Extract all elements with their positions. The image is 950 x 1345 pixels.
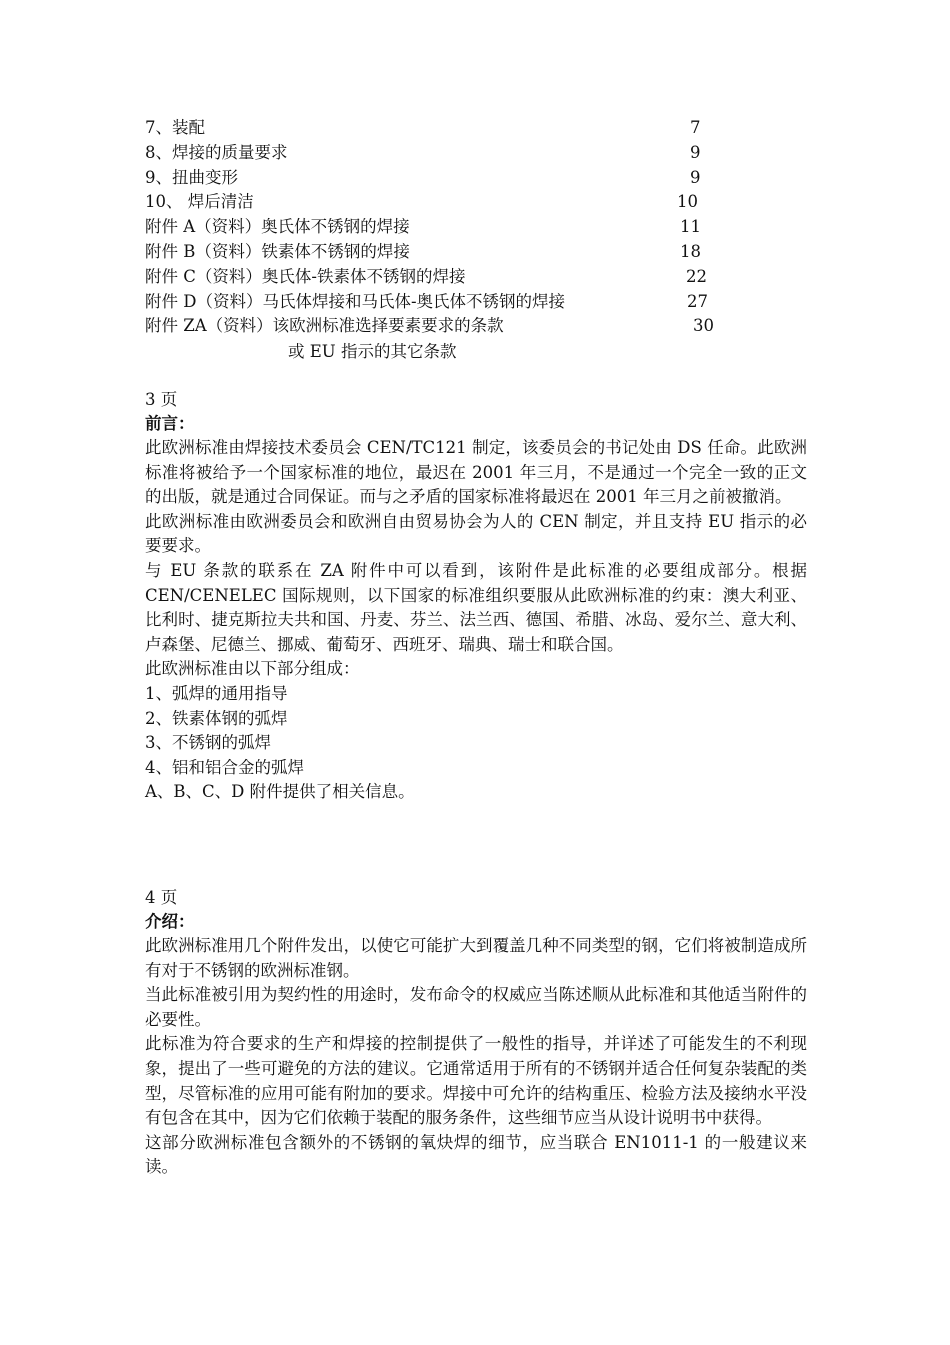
- toc-page-number: 22: [686, 266, 707, 286]
- toc-page-number: 7: [690, 118, 701, 137]
- toc-entry-label: 7、装配: [145, 118, 205, 137]
- foreword-heading: 前言：: [145, 414, 195, 433]
- introduction-paragraph: 此标准为符合要求的生产和焊接的控制提供了一般性的指导，并详述了可能发生的不利现象，提出了一些可避免的方法的建议。它通常适用于所有的不锈钢并适合任何复杂装配的类型，尽管标准的应用可能有附加的要求。焊接中可允许的结构重压、检验方法及接纳水平没有包含在其中，因为它们依赖于装配的服务条件，这些细节应当从设计说明书中获得。: [145, 1034, 807, 1128]
- toc-row: [145, 290, 745, 315]
- parts-intro: 此欧洲标准由以下部分组成：: [145, 659, 360, 679]
- page-label: 4 页: [145, 888, 178, 907]
- toc-row: [145, 314, 745, 339]
- introduction-paragraph: 此欧洲标准用几个附件发出，以使它可能扩大到覆盖几种不同类型的钢，它们将被制造成所有对于不锈钢的欧洲标准钢。: [145, 936, 807, 980]
- toc-row: [145, 166, 745, 191]
- table-of-contents: [145, 116, 745, 364]
- toc-page-number: 18: [680, 241, 701, 261]
- page-label: 3 页: [145, 390, 178, 409]
- introduction-section: [145, 886, 807, 1180]
- toc-page-number: 11: [680, 217, 701, 237]
- toc-entry-label: 附件 ZA（资料）该欧洲标准选择要素要求的条款: [145, 316, 504, 336]
- annex-note: A、B、C、D 附件提供了相关信息。: [145, 782, 415, 802]
- introduction-heading: 介绍：: [145, 912, 195, 931]
- toc-row: [145, 240, 745, 265]
- toc-entry-label: 9、扭曲变形: [145, 167, 238, 187]
- toc-entry-label: 8、焊接的质量要求: [145, 142, 288, 162]
- toc-entry-label: 附件 B（资料）铁素体不锈钢的焊接: [145, 241, 410, 261]
- parts-list-item: 3、不锈钢的弧焊: [145, 733, 271, 753]
- foreword-section: [145, 388, 807, 805]
- toc-page-number: 9: [690, 167, 701, 187]
- introduction-paragraph: 当此标准被引用为契约性的用途时，发布命令的权威应当陈述顺从此标准和其他适当附件的必要性。: [145, 985, 807, 1029]
- toc-entry-continuation: 或 EU 指示的其它条款: [288, 342, 457, 362]
- toc-entry-label: 附件 D（资料）马氏体焊接和马氏体-奥氏体不锈钢的焊接: [145, 291, 566, 311]
- toc-row: [145, 116, 745, 141]
- toc-page-number: 9: [690, 142, 701, 162]
- parts-list-item: 2、铁素体钢的弧焊: [145, 708, 288, 728]
- toc-page-number: 27: [687, 291, 708, 311]
- toc-row: [145, 141, 745, 166]
- toc-row: [145, 265, 745, 290]
- toc-row: [145, 190, 745, 215]
- parts-list-item: 1、弧焊的通用指导: [145, 683, 288, 703]
- foreword-paragraph: 此欧洲标准由欧洲委员会和欧洲自由贸易协会为人的 CEN 制定，并且支持 EU 指示的必要要求。: [145, 511, 807, 556]
- toc-entry-label: 10、 焊后清洁: [145, 192, 254, 212]
- toc-page-number: 30: [693, 316, 714, 336]
- toc-page-number: 10: [677, 192, 698, 212]
- toc-entry-label: 附件 A（资料）奥氏体不锈钢的焊接: [145, 217, 410, 237]
- foreword-paragraph: 此欧洲标准由焊接技术委员会 CEN/TC121 制定，该委员会的书记处由 DS 任命。此欧洲标准将被给予一个国家标准的地位，最迟在 2001 年三月，不是通过一个完全一致的正文的出版，就是通过合同保证。而与之矛盾的国家标准将最迟在 2001 年三月之前被撤消。: [145, 438, 807, 507]
- foreword-paragraph: 与 EU 条款的联系在 ZA 附件中可以看到，该附件是此标准的必要组成部分。根据 CEN/CENELEC 国际规则，以下国家的标准组织要服从此欧洲标准的约束：澳大利亚、比利时、捷克斯拉夫共和国、丹麦、芬兰、法兰西、德国、希腊、冰岛、爱尔兰、意大利、卢森堡、尼德兰、挪威、葡萄牙、西班牙、瑞典、瑞士和联合国。: [145, 560, 807, 654]
- introduction-paragraph: 这部分欧洲标准包含额外的不锈钢的氧炔焊的细节，应当联合 EN1011-1 的一般建议来读。: [145, 1132, 807, 1177]
- toc-row: [145, 215, 745, 240]
- parts-list-item: 4、铝和铝合金的弧焊: [145, 757, 304, 777]
- toc-entry-label: 附件 C（资料）奥氏体-铁素体不锈钢的焊接: [145, 266, 466, 286]
